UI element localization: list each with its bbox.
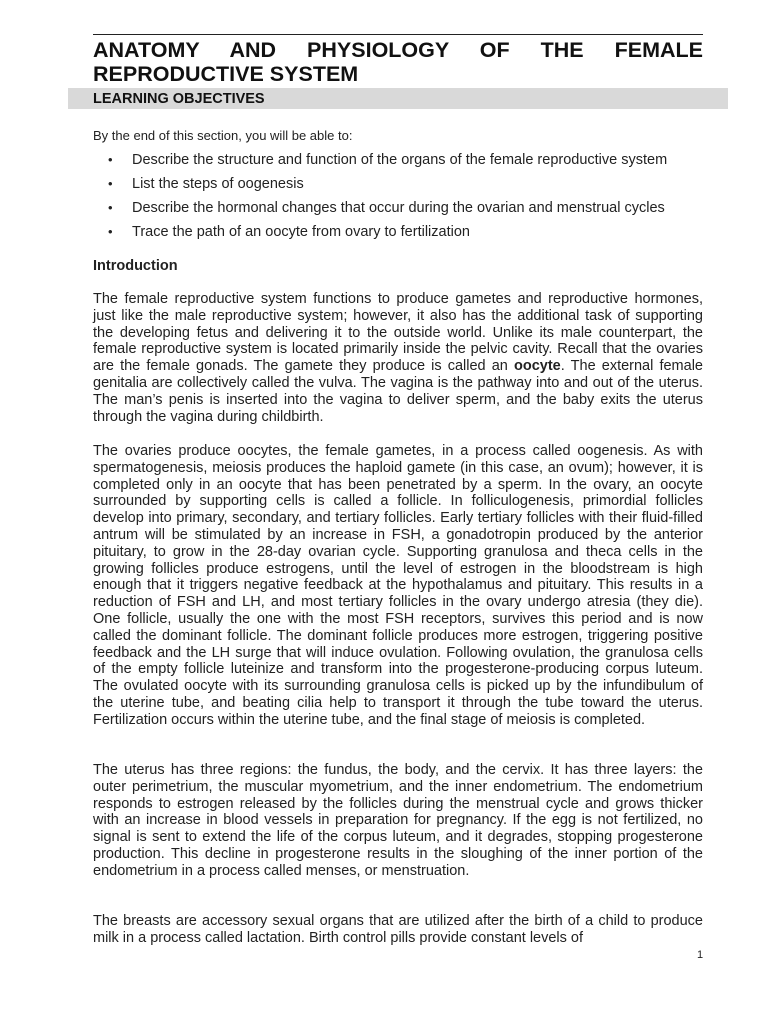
objective-text: Describe the hormonal changes that occur during the ovarian and menstrual cycles (132, 200, 665, 216)
bullet-icon: • (108, 152, 113, 167)
paragraph-1-text-b: . The external female genitalia are collectively called the vulva. The vagina is the pathway into and out of the uterus. The man’s penis is inserted into the vagina to deliver sperm, and the baby exits the uterus through the vagina during childbirth. (93, 358, 703, 425)
objectives-heading-bar (68, 88, 728, 109)
paragraph-2: The ovaries produce oocytes, the female gametes, in a process called oogenesis. As with spermatogenesis, meiosis produces the haploid gamete (in this case, an ovum); however, it is completed only in an oocyte that has been penetrated by a sperm. In the ovary, an oocyte surrounded by supporting cells is called a follicle. In folliculogenesis, primordial follicles develop into primary, secondary, and tertiary follicles. Early tertiary follicles with their fluid-filled antrum will be stimulated by an increase in FSH, a gonadotropin produced by the anterior pituitary, to grow in the 28-day ovarian cycle. Supporting granulosa and theca cells in the growing follicles produce estrogens, until the level of estrogen in the bloodstream is high enough that it triggers negative feedback at the hypothalamus and pituitary. This results in a reduction of FSH and LH, and most tertiary follicles in the ovary undergo atresia (they die). One follicle, usually the one with the most FSH receptors, survives this period and is now called the dominant follicle. The dominant follicle produces more estrogen, triggering positive feedback and the LH surge that will induce ovulation. Following ovulation, the granulosa cells of the empty follicle luteinize and transform into the progesterone-producing corpus luteum. The ovulated oocyte with its surrounding granulosa cells is picked up by the infundibulum of the uterine tube, and beating cilia help to transport it through the tube toward the uterus. Fertilization occurs within the uterine tube, and the final stage of meiosis is completed. (93, 443, 703, 728)
objectives-heading: LEARNING OBJECTIVES (93, 91, 265, 107)
objective-text: List the steps of oogenesis (132, 176, 304, 192)
list-item (93, 199, 713, 223)
paragraph-3: The uterus has three regions: the fundus, the body, and the cervix. It has three layers: the outer perimetrium, the muscular myometrium, and the inner endometrium. The endometrium responds to estrogen released by the follicles during the menstrual cycle and grows thicker with an increase in blood vessels in preparation for pregnancy. If the egg is not fertilized, no signal is sent to extend the life of the corpus luteum, and it degrades, stopping progesterone production. This decline in progesterone results in the sloughing of the inner portion of the endometrium in a process called menses, or menstruation. (93, 762, 703, 879)
paragraph-1 (93, 291, 703, 425)
bullet-icon: • (108, 200, 113, 215)
document-title: ANATOMY AND PHYSIOLOGY OF THE FEMALE REPRODUCTIVE SYSTEM (93, 38, 703, 86)
objective-text: Describe the structure and function of the organs of the female reproductive system (132, 152, 668, 168)
objectives-intro: By the end of this section, you will be able to: (93, 128, 353, 143)
paragraph-1-text-a: The female reproductive system functions to produce gametes and reproductive hormones, just like the male reproductive system; however, it also has the additional task of supporting the developing fetus and delivering it to the outside world. Unlike its male counterpart, the female reproductive system is located primarily inside the pelvic cavity. Recall that the ovaries are the female gonads. The gamete they produce is called an (93, 291, 703, 375)
objectives-list (93, 151, 713, 247)
top-rule (93, 34, 703, 35)
page-number: 1 (697, 949, 704, 961)
bullet-icon: • (108, 176, 113, 191)
paragraph-4: The breasts are accessory sexual organs that are utilized after the birth of a child to produce milk in a process called lactation. Birth control pills provide constant levels of (93, 913, 703, 946)
list-item (93, 151, 713, 175)
objective-text: Trace the path of an oocyte from ovary to fertilization (132, 224, 470, 240)
list-item (93, 175, 713, 199)
list-item (93, 223, 713, 247)
bullet-icon: • (108, 224, 113, 239)
introduction-heading: Introduction (93, 258, 178, 274)
oocyte-term: oocyte (514, 358, 561, 375)
